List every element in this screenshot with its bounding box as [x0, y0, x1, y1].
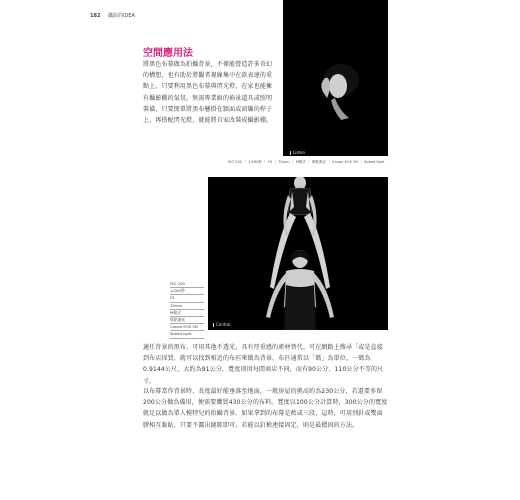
setting-metering: 單點測光 [170, 317, 204, 324]
setting-camera: Canon EOS 5D [170, 324, 204, 331]
camera-settings-list [170, 281, 204, 339]
page-number: 182 [90, 13, 101, 19]
paragraph-intro: 將黑色布幕做為拍攝背景，不僅能營造許多奇幻的構想，也有助於將觀者視線集中在欲表達的重點上。只要利用黑色布幕與閃光燈，在家也能擁有攝影棚的氣氛。無需專業級的佈景道具或照明裝備，只要簡單將黑布懸掛在牆面或窗簾的桿子上，再搭配閃光燈，就能將自家改裝成攝影棚。 [143, 61, 273, 125]
figures-illustration [208, 177, 388, 330]
setting-iso: ISO 200 [170, 281, 204, 288]
photo-listen-label: Listen [290, 150, 305, 155]
setting-focal: 35mm [170, 303, 204, 310]
portrait-illustration [283, 0, 388, 156]
setting-mode: M模式 [170, 310, 204, 317]
setting-flash: Speed light [170, 331, 204, 338]
section-title: 空間應用法 [143, 48, 193, 59]
paragraph-dimensions: 以布幕當作背景時，長度最好能垂落至地面，一般房屋的挑高約為230公分，若還要多留200公分做為備用，便需要購買430公分的布料。寬度以100公分計算時，300公分的寬度就足以做為單人模特兒的拍攝背景。如果拿到的布幕是藍或三段，這時，可用別針或雙面膠相互黏貼，只要不露出縫隙即可。若能以釘槍連接固定，則是最穩固的方法。 [143, 388, 388, 429]
photo-listen-caption: ISO 200 ｜ 1/160秒 ｜ F5 ｜ 70mm ｜ M模式 ｜ 單點測光 ｜ Canon EOS 5D ｜ Speed light [228, 160, 385, 164]
photo-listen [283, 0, 388, 156]
photo-control-label: Control [213, 322, 230, 327]
photo-control [208, 177, 388, 330]
paragraph-fabric: 適任背景的黑布，可用其他不透光、具有厚重感的素材替代。可在網路上搜尋「或是直接到布店採買，就可以找到相近的布匹來做為背景。布匹通常以「碼」為單位，一碼為0.9144公尺，大約為91公分，寬度則因每間商店不同，而有90公分、110公分不等的尺寸。 [143, 344, 384, 385]
setting-aperture: F5 [170, 295, 204, 302]
page-header [90, 12, 135, 19]
setting-shutter: 1/160秒 [170, 288, 204, 295]
chapter-title: 攝影的IDEA [108, 13, 135, 19]
